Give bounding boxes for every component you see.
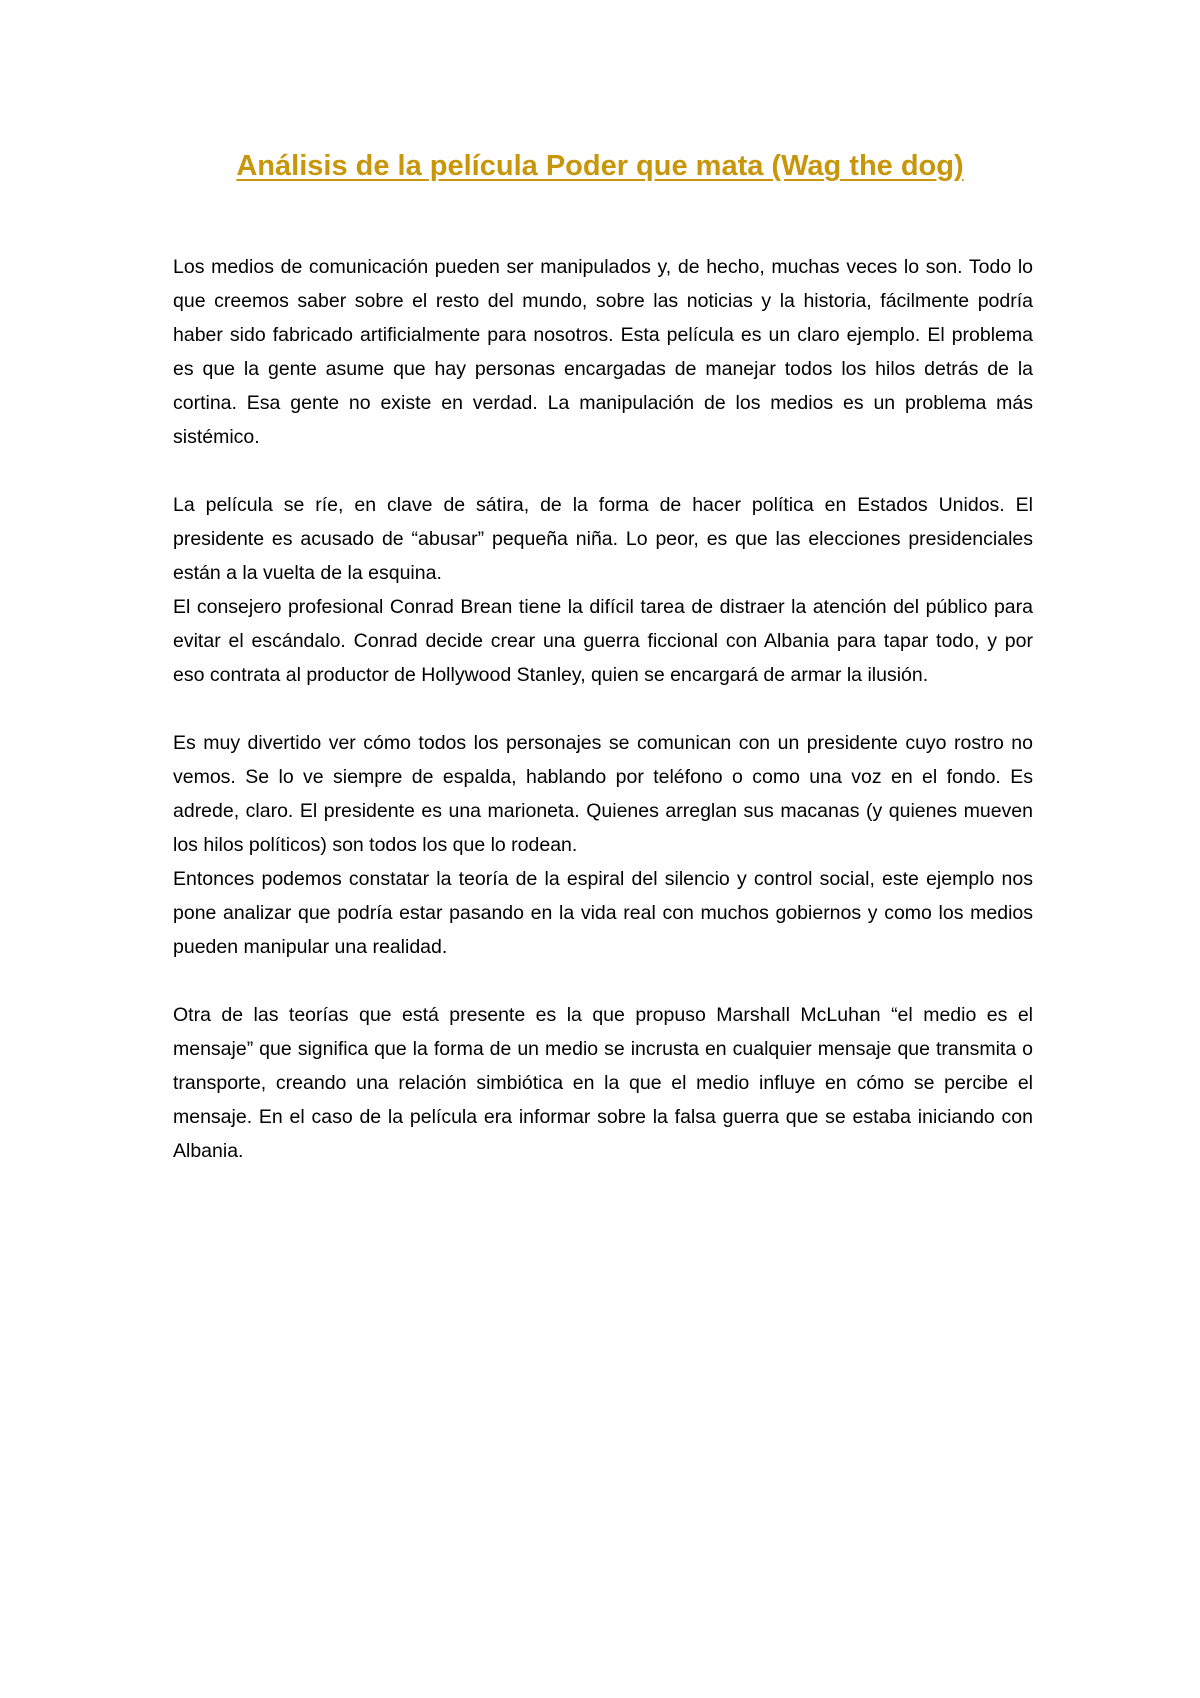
paragraph-spiral-of-silence: Entonces podemos constatar la teoría de la espiral del silencio y control social, este ejemplo nos pone analizar que podría estar pasando en la vida real con muchos gobiernos y como los medios pueden manipular una realidad. <box>173 868 1033 958</box>
paragraph-satire: La película se ríe, en clave de sátira, de la forma de hacer política en Estados Unidos. El presidente es acusado de “abusar” pequeña niña. Lo peor, es que las elecciones presidenciales están a la vuelta de la esquina. <box>173 494 1033 584</box>
document-title: Análisis de la película Poder que mata (Wag the dog) <box>236 150 964 182</box>
paragraph-media-manipulation: Los medios de comunicación pueden ser manipulados y, de hecho, muchas veces lo son. Todo lo que creemos saber sobre el resto del mundo, sobre las noticias y la historia, fácilmente podría haber sido fabricado artificialmente para nosotros. Esta película es un claro ejemplo. El problema es que la gente asume que hay personas encargadas de manejar todos los hilos detrás de la cortina. Esa gente no existe en verdad. La manipulación de los medios es un problema más sistémico. <box>173 256 1033 448</box>
paragraph-president-marionette: Es muy divertido ver cómo todos los personajes se comunican con un presidente cuyo rostro no vemos. Se lo ve siempre de espalda, hablando por teléfono o como una voz en el fondo. Es adrede, claro. El presidente es una marioneta. Quienes arreglan sus macanas (y quienes mueven los hilos políticos) son todos los que lo rodean. <box>173 732 1033 856</box>
paragraph-mcluhan: Otra de las teorías que está presente es la que propuso Marshall McLuhan “el medio es el mensaje” que significa que la forma de un medio se incrusta en cualquier mensaje que transmita o transporte, creando una relación simbiótica en la que el medio influye en cómo se percibe el mensaje. En el caso de la película era informar sobre la falsa guerra que se estaba iniciando con Albania. <box>173 1004 1033 1162</box>
document-body <box>173 250 1033 1202</box>
paragraph-conrad-brean: El consejero profesional Conrad Brean tiene la difícil tarea de distraer la atención del público para evitar el escándalo. Conrad decide crear una guerra ficcional con Albania para tapar todo, y por eso contrata al productor de Hollywood Stanley, quien se encargará de armar la ilusión. <box>173 596 1033 686</box>
